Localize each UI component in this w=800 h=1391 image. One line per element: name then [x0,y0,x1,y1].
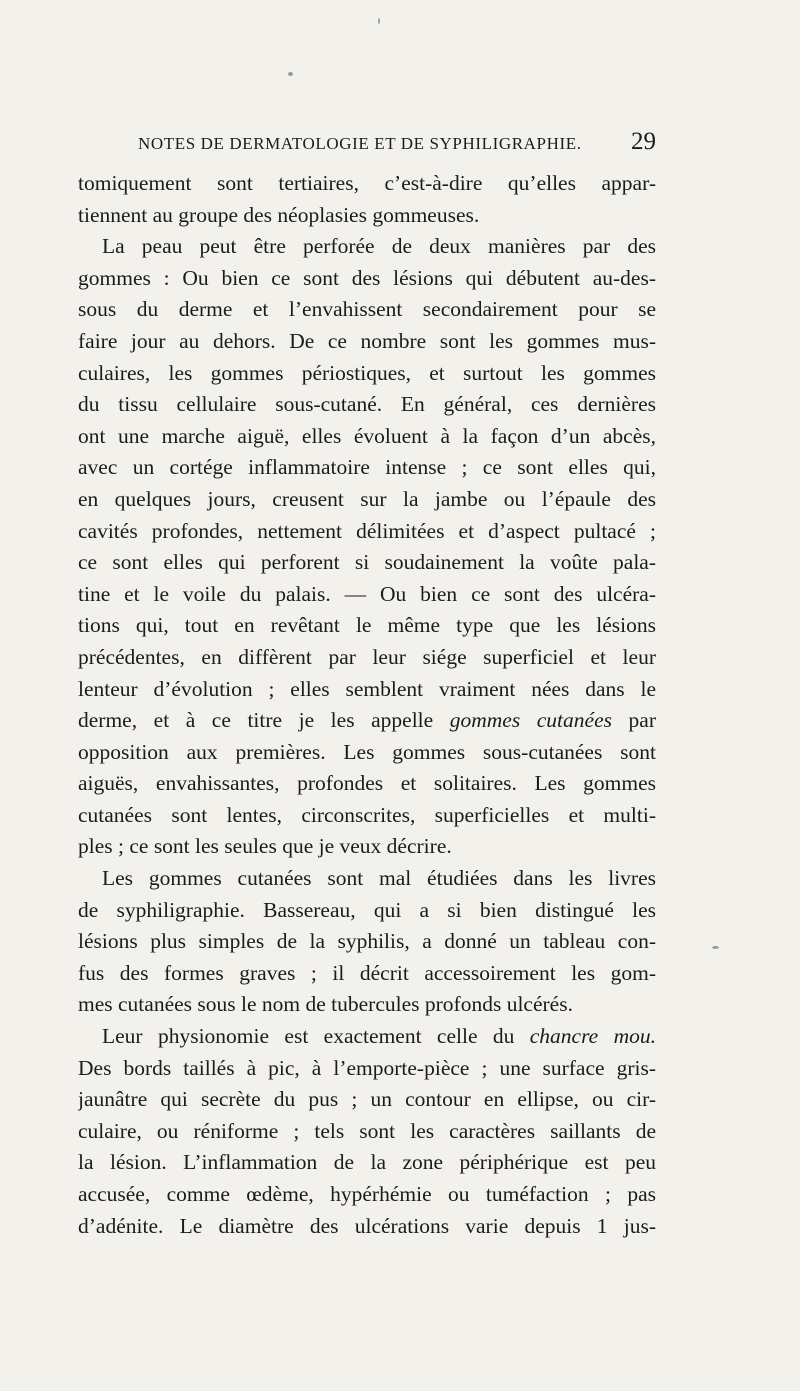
text-line: du tissu cellulaire sous-cutané. En général, ces dernières [78,392,656,417]
text-line: opposition aux premières. Les gommes sous-cutanées sont [78,739,656,764]
text-line: tine et le voile du palais. — Ou bien ce sont des ulcéra- [78,581,656,606]
text-line: cutanées sont lentes, circonscrites, superficielles et multi- [78,802,656,827]
text-line: précédentes, en diffèrent par leur siége superficiel et leur [78,644,656,669]
text-line: jaunâtre qui secrète du pus ; un contour en ellipse, ou cir- [78,1087,656,1112]
text-line [78,1021,656,1053]
text-line: d’adénite. Le diamètre des ulcérations varie depuis 1 jus- [78,1213,656,1238]
running-head: NOTES DE DERMATOLOGIE ET DE SYPHILIGRAPHIE. [138,134,582,153]
text-line: gommes : Ou bien ce sont des lésions qui débutent au-des- [78,265,656,290]
text-line: Des bords taillés à pic, à l’emporte-pièce ; une surface gris- [78,1055,656,1080]
paper-speck [378,18,380,24]
text-line: culaires, les gommes périostiques, et surtout les gommes [78,360,656,385]
text-line [78,705,656,737]
paper-speck [712,946,719,949]
text-line: accusée, comme œdème, hypérhémie ou tuméfaction ; pas [78,1182,656,1206]
text-line: La peau peut être perforée de deux manières par des [102,234,656,259]
text-line: tions qui, tout en revêtant le même type que les lésions [78,613,656,638]
line-text: derme, et à ce titre je les appelle [78,708,450,733]
text-line: lenteur d’évolution ; elles semblent vraiment nées dans le [78,676,656,701]
text-line: de syphiligraphie. Bassereau, qui a si bien distingué les [78,897,656,922]
italic-term: chancre mou. [529,1024,656,1049]
body-text [78,168,656,1242]
text-line: ce sont elles qui perforent si soudainement la voûte pala- [78,550,656,575]
page-number: 29 [631,128,656,155]
text-line: sous du derme et l’envahissent secondairement pour se [78,297,656,322]
text-line: mes cutanées sous le nom de tubercules profonds ulcérés. [78,992,573,1017]
text-line: ont une marche aiguë, elles évoluent à la façon d’un abcès, [78,423,656,448]
text-line: aiguës, envahissantes, profondes et solitaires. Les gommes [78,771,656,796]
text-line: Les gommes cutanées sont mal étudiées dans les livres [102,866,656,891]
text-line: ples ; ce sont les seules que je veux décrire. [78,834,452,859]
text-line: la lésion. L’inflammation de la zone périphérique est peu [78,1150,656,1175]
text-line: lésions plus simples de la syphilis, a donné un tableau con- [78,929,656,954]
text-line: tomiquement sont tertiaires, c’est-à-dire qu’elles appar- [78,171,656,195]
text-line: culaire, ou réniforme ; tels sont les caractères saillants de [78,1118,656,1143]
text-line: faire jour au dehors. De ce nombre sont les gommes mus- [78,328,656,353]
line-text: Leur physionomie est exactement celle du [102,1024,530,1049]
page-header [130,128,660,160]
text-line: en quelques jours, creusent sur la jambe ou l’épaule des [78,486,656,511]
text-line: cavités profondes, nettement délimitées et d’aspect pultacé ; [78,518,656,543]
text-line: tiennent au groupe des néoplasies gommeuses. [78,202,480,227]
text-line: avec un cortége inflammatoire intense ; ce sont elles qui, [78,455,656,480]
paper-speck [288,72,293,76]
text-line: fus des formes graves ; il décrit accessoirement les gom- [78,960,656,985]
line-text: par [611,708,656,733]
italic-term: gommes cutanées [449,708,612,733]
